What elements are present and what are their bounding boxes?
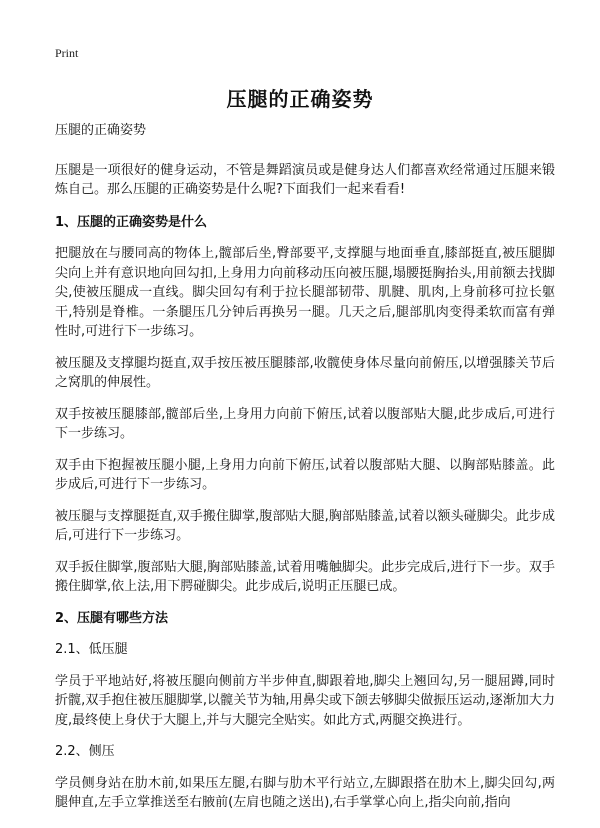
section-paragraph: 被压腿与支撑腿挺直,双手搬住脚掌,腹部贴大腿,胸部贴膝盖,试着以额头碰脚尖。此步成后,可进行下一步练习。 — [55, 508, 555, 543]
subsection-heading: 2.1、低压腿 — [55, 642, 128, 657]
print-label: Print — [55, 46, 79, 60]
section-paragraph: 双手由下抱握被压腿小腿,上身用力向前下俯压,试着以腹部贴大腿、以胸部贴膝盖。此步成后,可进行下一步练习。 — [55, 457, 555, 492]
article-body — [55, 121, 555, 825]
page-title: 压腿的正确姿势 — [226, 87, 374, 111]
section-heading: 2、压腿有哪些方法 — [55, 610, 169, 626]
section-paragraph: 把腿放在与腰同高的物体上,髋部后坐,臀部要平,支撑腿与地面垂直,膝部挺直,被压腿脚尖向上并有意识地向回勾扣,上身用力向前移动压向被压腿,塌腰挺胸抬头,用前额去找脚尖,使被压腿成一直线。脚尖回勾有利于拉长腿部韧带、肌腱、肌肉,上身前移可拉长躯干,特别是脊椎。一条腿压几分钟后再换另一腿。几天之后,腿部肌肉变得柔软而富有弹性时,可进行下一步练习。 — [55, 246, 555, 339]
section-paragraph: 学员于平地站好,将被压腿向侧前方半步伸直,脚跟着地,脚尖上翘回勾,另一腿屈蹲,同时折髋,双手抱住被压腿脚掌,以髋关节为轴,用鼻尖或下颌去够脚尖做振压运动,逐渐加大力度,最终使上身伏于大腿上,并与大腿完全贴实。如此方式,两腿交换进行。 — [55, 673, 555, 728]
article-subtitle: 压腿的正确姿势 — [55, 123, 147, 138]
section-paragraph: 双手按被压腿膝部,髋部后坐,上身用力向前下俯压,试着以腹部贴大腿,此步成后,可进行下一步练习。 — [55, 406, 555, 441]
intro-paragraph: 压腿是一项很好的健身运动，不管是舞蹈演员或是健身达人们都喜欢经常通过压腿来锻炼自己。那么压腿的正确姿势是什么呢?下面我们一起来看看! — [55, 162, 555, 197]
section-heading: 1、压腿的正确姿势是什么 — [55, 214, 208, 230]
section-paragraph: 学员侧身站在肋木前,如果压左腿,右脚与肋木平行站立,左脚跟搭在肋木上,脚尖回勾,两腿伸直,左手立掌推送至右腋前(左肩也随之送出),右手掌掌心向上,指尖向前,指向 — [55, 775, 555, 810]
section-paragraph: 被压腿及支撑腿均挺直,双手按压被压腿膝部,收髋使身体尽量向前俯压,以增强膝关节后之窝肌的伸展性。 — [55, 355, 555, 390]
section-paragraph: 双手扳住脚掌,腹部贴大腿,胸部贴膝盖,试着用嘴触脚尖。此步完成后,进行下一步。双手搬住脚掌,依上法,用下腭碰脚尖。此步成后,说明正压腿已成。 — [55, 559, 555, 594]
subsection-heading: 2.2、侧压 — [55, 744, 115, 759]
